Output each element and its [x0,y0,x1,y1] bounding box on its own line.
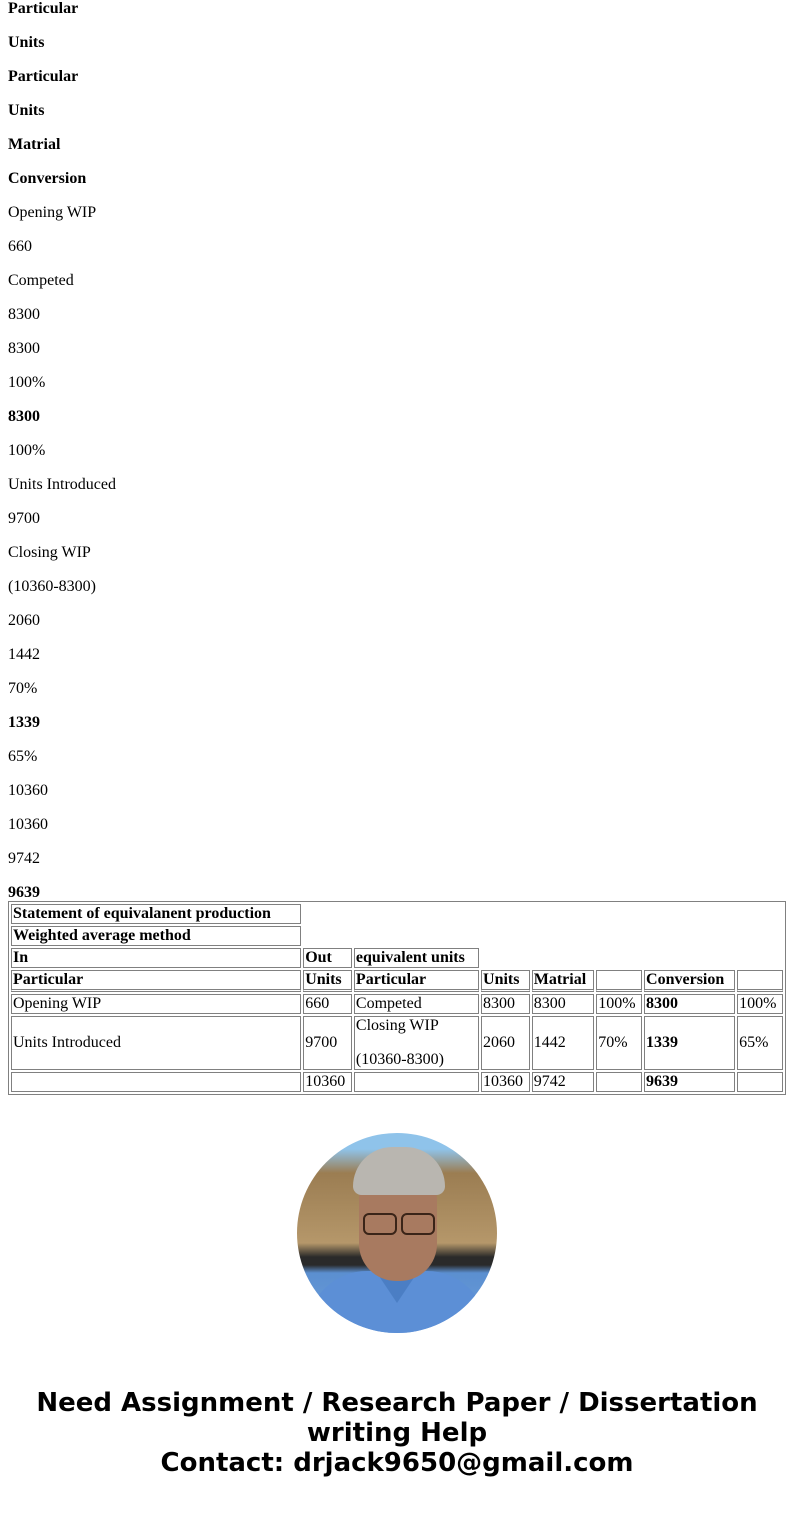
group-header-equivalent: equivalent units [354,948,479,968]
list-item: 10360 [8,782,48,799]
list-item: 100% [8,374,46,391]
cell-conversion: 8300 [644,994,735,1014]
list-item: Conversion [8,170,87,187]
list-item: Competed [8,272,74,289]
column-header-row [11,970,783,992]
totals-row [11,1072,783,1092]
cta-line-2: writing Help [306,1418,488,1448]
list-item: 8300 [8,306,40,323]
cell-out-units: 2060 [481,1016,530,1070]
col-out-particular: Particular [354,970,479,992]
col-in-units: Units [303,970,352,992]
group-header-in: In [11,948,301,968]
list-item: 8300 [8,340,40,357]
list-item: 65% [8,748,38,765]
list-item: 660 [8,238,32,255]
list-item: Opening WIP [8,204,97,221]
list-item: 100% [8,442,46,459]
list-item: 1442 [8,646,40,663]
cell-conversion-pct: 100% [737,994,783,1014]
table-row [11,994,783,1014]
list-item: Units Introduced [8,476,116,493]
list-item: 2060 [8,612,40,629]
list-item: (10360-8300) [8,578,96,595]
cta-contact-line: Contact: drjack9650@gmail.com [160,1448,634,1478]
col-material-pct [596,970,642,992]
cell-out-units: 8300 [481,994,530,1014]
out-particular-line1: Closing WIP [355,1017,439,1034]
cell-in-units: 660 [303,994,352,1014]
list-item: Closing WIP [8,544,91,561]
cell-material-pct: 100% [596,994,642,1014]
list-item: Particular [8,0,79,17]
list-item: Units [8,102,45,119]
list-item: Matrial [8,136,61,153]
list-item: 1339 [8,714,40,731]
col-conversion-pct [737,970,783,992]
total-material-pct [596,1072,642,1092]
list-item: Units [8,34,45,51]
cta-line-1: Need Assignment / Research Paper / Dissertation [36,1388,758,1418]
cell-material-pct: 70% [596,1016,642,1070]
table-row [11,1016,783,1070]
cell-material: 1442 [532,1016,595,1070]
list-item: 70% [8,680,38,697]
table-title: Statement of equivalanent production [11,904,301,924]
list-item: 10360 [8,816,48,833]
total-conversion-pct [737,1072,783,1092]
cell-conversion: 1339 [644,1016,735,1070]
list-item: 9742 [8,850,40,867]
total-in-particular [11,1072,301,1092]
col-material: Matrial [532,970,595,992]
group-header-out: Out [303,948,352,968]
cell-out-particular: Competed [354,994,479,1014]
total-material: 9742 [532,1072,595,1092]
col-out-units: Units [481,970,530,992]
list-item: 9700 [8,510,40,527]
equivalent-production-table [8,901,786,1095]
list-item: Particular [8,68,79,85]
list-item: 9639 [8,884,40,901]
total-out-particular [354,1072,479,1092]
total-out-units: 10360 [481,1072,530,1092]
col-in-particular: Particular [11,970,301,992]
col-conversion: Conversion [644,970,735,992]
profile-section [0,1133,794,1338]
total-conversion: 9639 [644,1072,735,1092]
cell-in-particular: Units Introduced [11,1016,301,1070]
cell-in-units: 9700 [303,1016,352,1070]
table-subtitle: Weighted average method [11,926,301,946]
total-in-units: 10360 [303,1072,352,1092]
glasses-shape [361,1213,435,1235]
help-contact-banner [0,1388,794,1478]
cell-in-particular: Opening WIP [11,994,301,1014]
avatar [297,1133,497,1333]
cell-out-particular [354,1016,479,1070]
cell-conversion-pct: 65% [737,1016,783,1070]
list-item: 8300 [8,408,40,425]
out-particular-line2: (10360-8300) [355,1051,444,1068]
cell-material: 8300 [532,994,595,1014]
